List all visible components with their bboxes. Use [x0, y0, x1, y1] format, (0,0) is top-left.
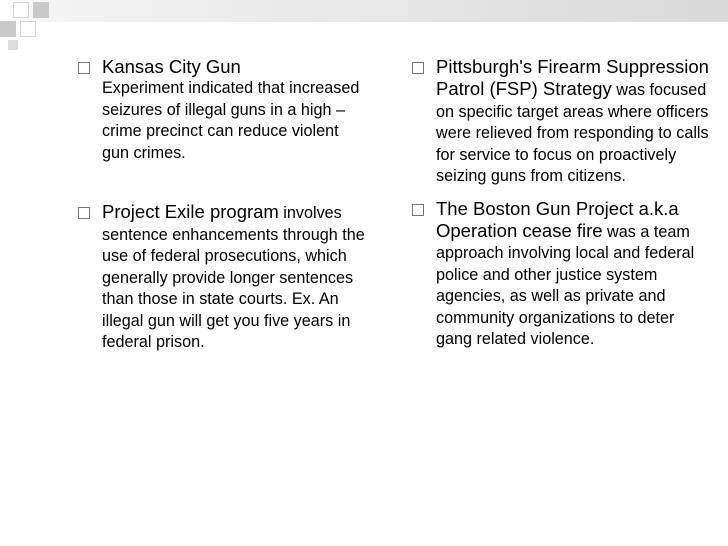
bullet-body: involves sentence enhancements through the use of federal prosecutions, which generally provide longer sentences than those in state courts. Ex. An illegal gun will get you five years in federal prison.: [102, 204, 365, 351]
bullet-box-icon: [412, 204, 424, 216]
decorative-square: [8, 40, 18, 50]
bullet-box-icon: [78, 62, 90, 74]
bullet-box-icon: [78, 207, 90, 219]
bullet-lead: Pittsburgh's Firearm Suppression Patrol (FSP) Strategy: [436, 56, 709, 99]
bullet-project-exile: [76, 201, 366, 354]
bullet-body: was a team approach involving local and federal police and other justice system agencies, as well as private and community organizations to deter gang related violence.: [436, 222, 695, 348]
bullet-lead: Kansas City Gun: [102, 56, 241, 77]
bullet-body: was focused on specific target areas where officers were relieved from responding to calls for service to focus on proactively seizing guns from citizens.: [436, 81, 709, 185]
right-column: [410, 50, 710, 351]
bullet-lead: The Boston Gun Project a.k.a Operation cease fire: [436, 197, 679, 241]
left-column: [76, 50, 366, 354]
bullet-boston: [410, 198, 710, 351]
bullet-kansas-city: [76, 56, 366, 164]
bullet-pittsburgh: [410, 56, 710, 188]
decorative-square: [0, 21, 16, 37]
bullet-box-icon: [412, 62, 424, 74]
bullet-body: Experiment indicated that increased seizures of illegal guns in a high –crime precinct can reduce violent gun crimes.: [102, 79, 360, 162]
bullet-lead: Project Exile program: [102, 201, 279, 222]
decorative-square: [33, 2, 49, 18]
decorative-square: [13, 2, 29, 18]
decorative-square: [20, 21, 36, 37]
top-decoration-band: [0, 0, 728, 22]
